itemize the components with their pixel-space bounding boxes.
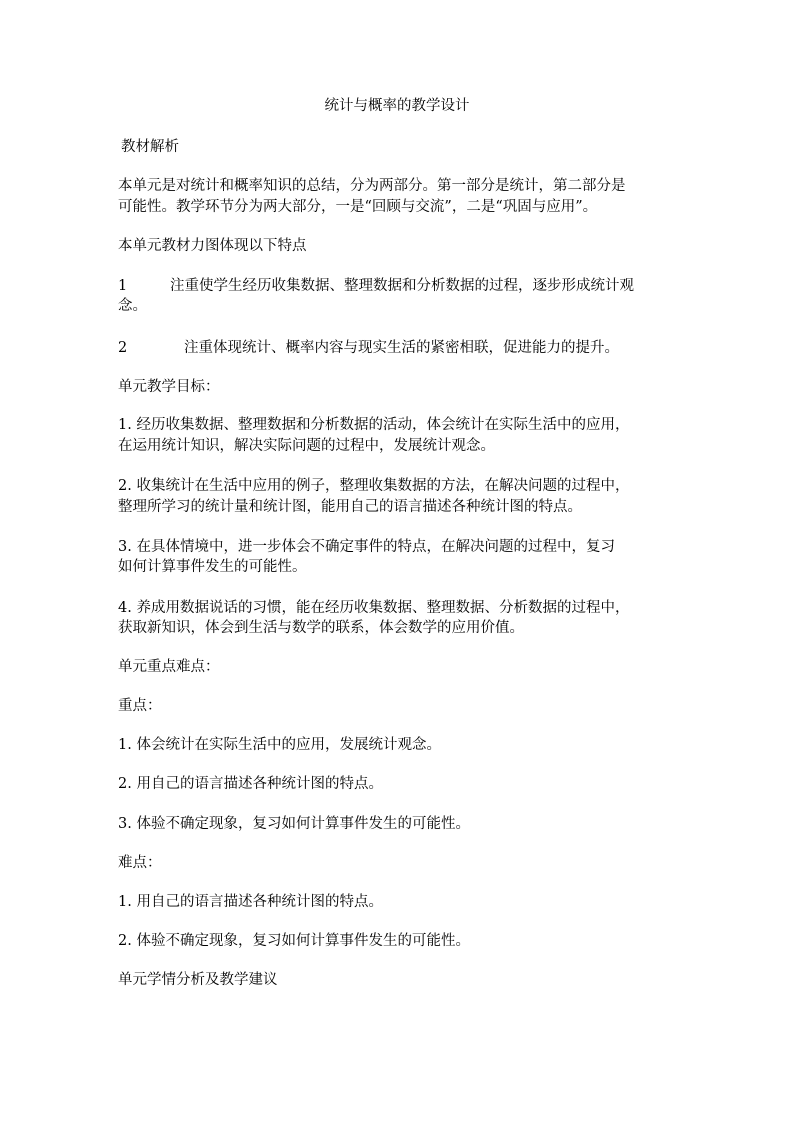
intro-paragraph-line-2: 可能性。教学环节分为两大部分，一是“回顾与交流”，二是“巩固与应用”。 <box>118 199 598 215</box>
feature-item-1 <box>118 276 680 296</box>
feature-2-text: 注重体现统计、概率内容与现实生活的紧密相联，促进能力的提升。 <box>184 340 619 356</box>
difficult-heading: 难点： <box>118 855 162 871</box>
feature-item-1-continuation: 念。 <box>118 298 147 314</box>
key-item-3: 3. 体验不确定现象，复习如何计算事件发生的可能性。 <box>118 816 470 832</box>
analysis-heading: 单元学情分析及教学建议 <box>118 972 278 988</box>
goal-3-line-1: 3. 在具体情境中，进一步体会不确定事件的特点，在解决问题的过程中，复习 <box>118 539 615 555</box>
goal-4-line-1: 4. 养成用数据说话的习惯，能在经历收集数据、整理数据、分析数据的过程中， <box>118 600 630 616</box>
section-heading-material: 教材解析 <box>121 139 179 155</box>
goal-2-line-1: 2. 收集统计在生活中应用的例子，整理收集数据的方法，在解决问题的过程中， <box>118 478 630 494</box>
goals-heading: 单元教学目标： <box>118 379 220 395</box>
goal-1-line-2: 在运用统计知识，解决实际问题的过程中，发展统计观念。 <box>118 438 495 454</box>
key-item-2: 2. 用自己的语言描述各种统计图的特点。 <box>118 776 383 792</box>
features-heading: 本单元教材力图体现以下特点 <box>118 238 307 254</box>
goal-4-line-2: 获取新知识，体会到生活与数学的联系，体会数学的应用价值。 <box>118 620 524 636</box>
intro-paragraph-line-1: 本单元是对统计和概率知识的总结，分为两部分。第一部分是统计，第二部分是 <box>118 178 626 194</box>
key-heading: 重点： <box>118 698 162 714</box>
difficult-item-2: 2. 体验不确定现象，复习如何计算事件发生的可能性。 <box>118 933 470 949</box>
goal-1-line-1: 1. 经历收集数据、整理数据和分析数据的活动，体会统计在实际生活中的应用， <box>118 417 630 433</box>
keypoints-heading: 单元重点难点： <box>118 659 220 675</box>
feature-1-text: 注重使学生经历收集数据、整理数据和分析数据的过程，逐步形成统计观 <box>170 278 634 294</box>
key-item-1: 1. 体会统计在实际生活中的应用，发展统计观念。 <box>118 737 441 753</box>
feature-1-number: 1 <box>118 278 128 294</box>
goal-3-line-2: 如何计算事件发生的可能性。 <box>118 559 307 575</box>
difficult-item-1: 1. 用自己的语言描述各种统计图的特点。 <box>118 894 383 910</box>
document-title: 统计与概率的教学设计 <box>324 98 470 114</box>
feature-2-number: 2 <box>118 340 128 356</box>
feature-item-2 <box>118 338 680 358</box>
goal-2-line-2: 整理所学习的统计量和统计图，能用自己的语言描述各种统计图的特点。 <box>118 499 582 515</box>
